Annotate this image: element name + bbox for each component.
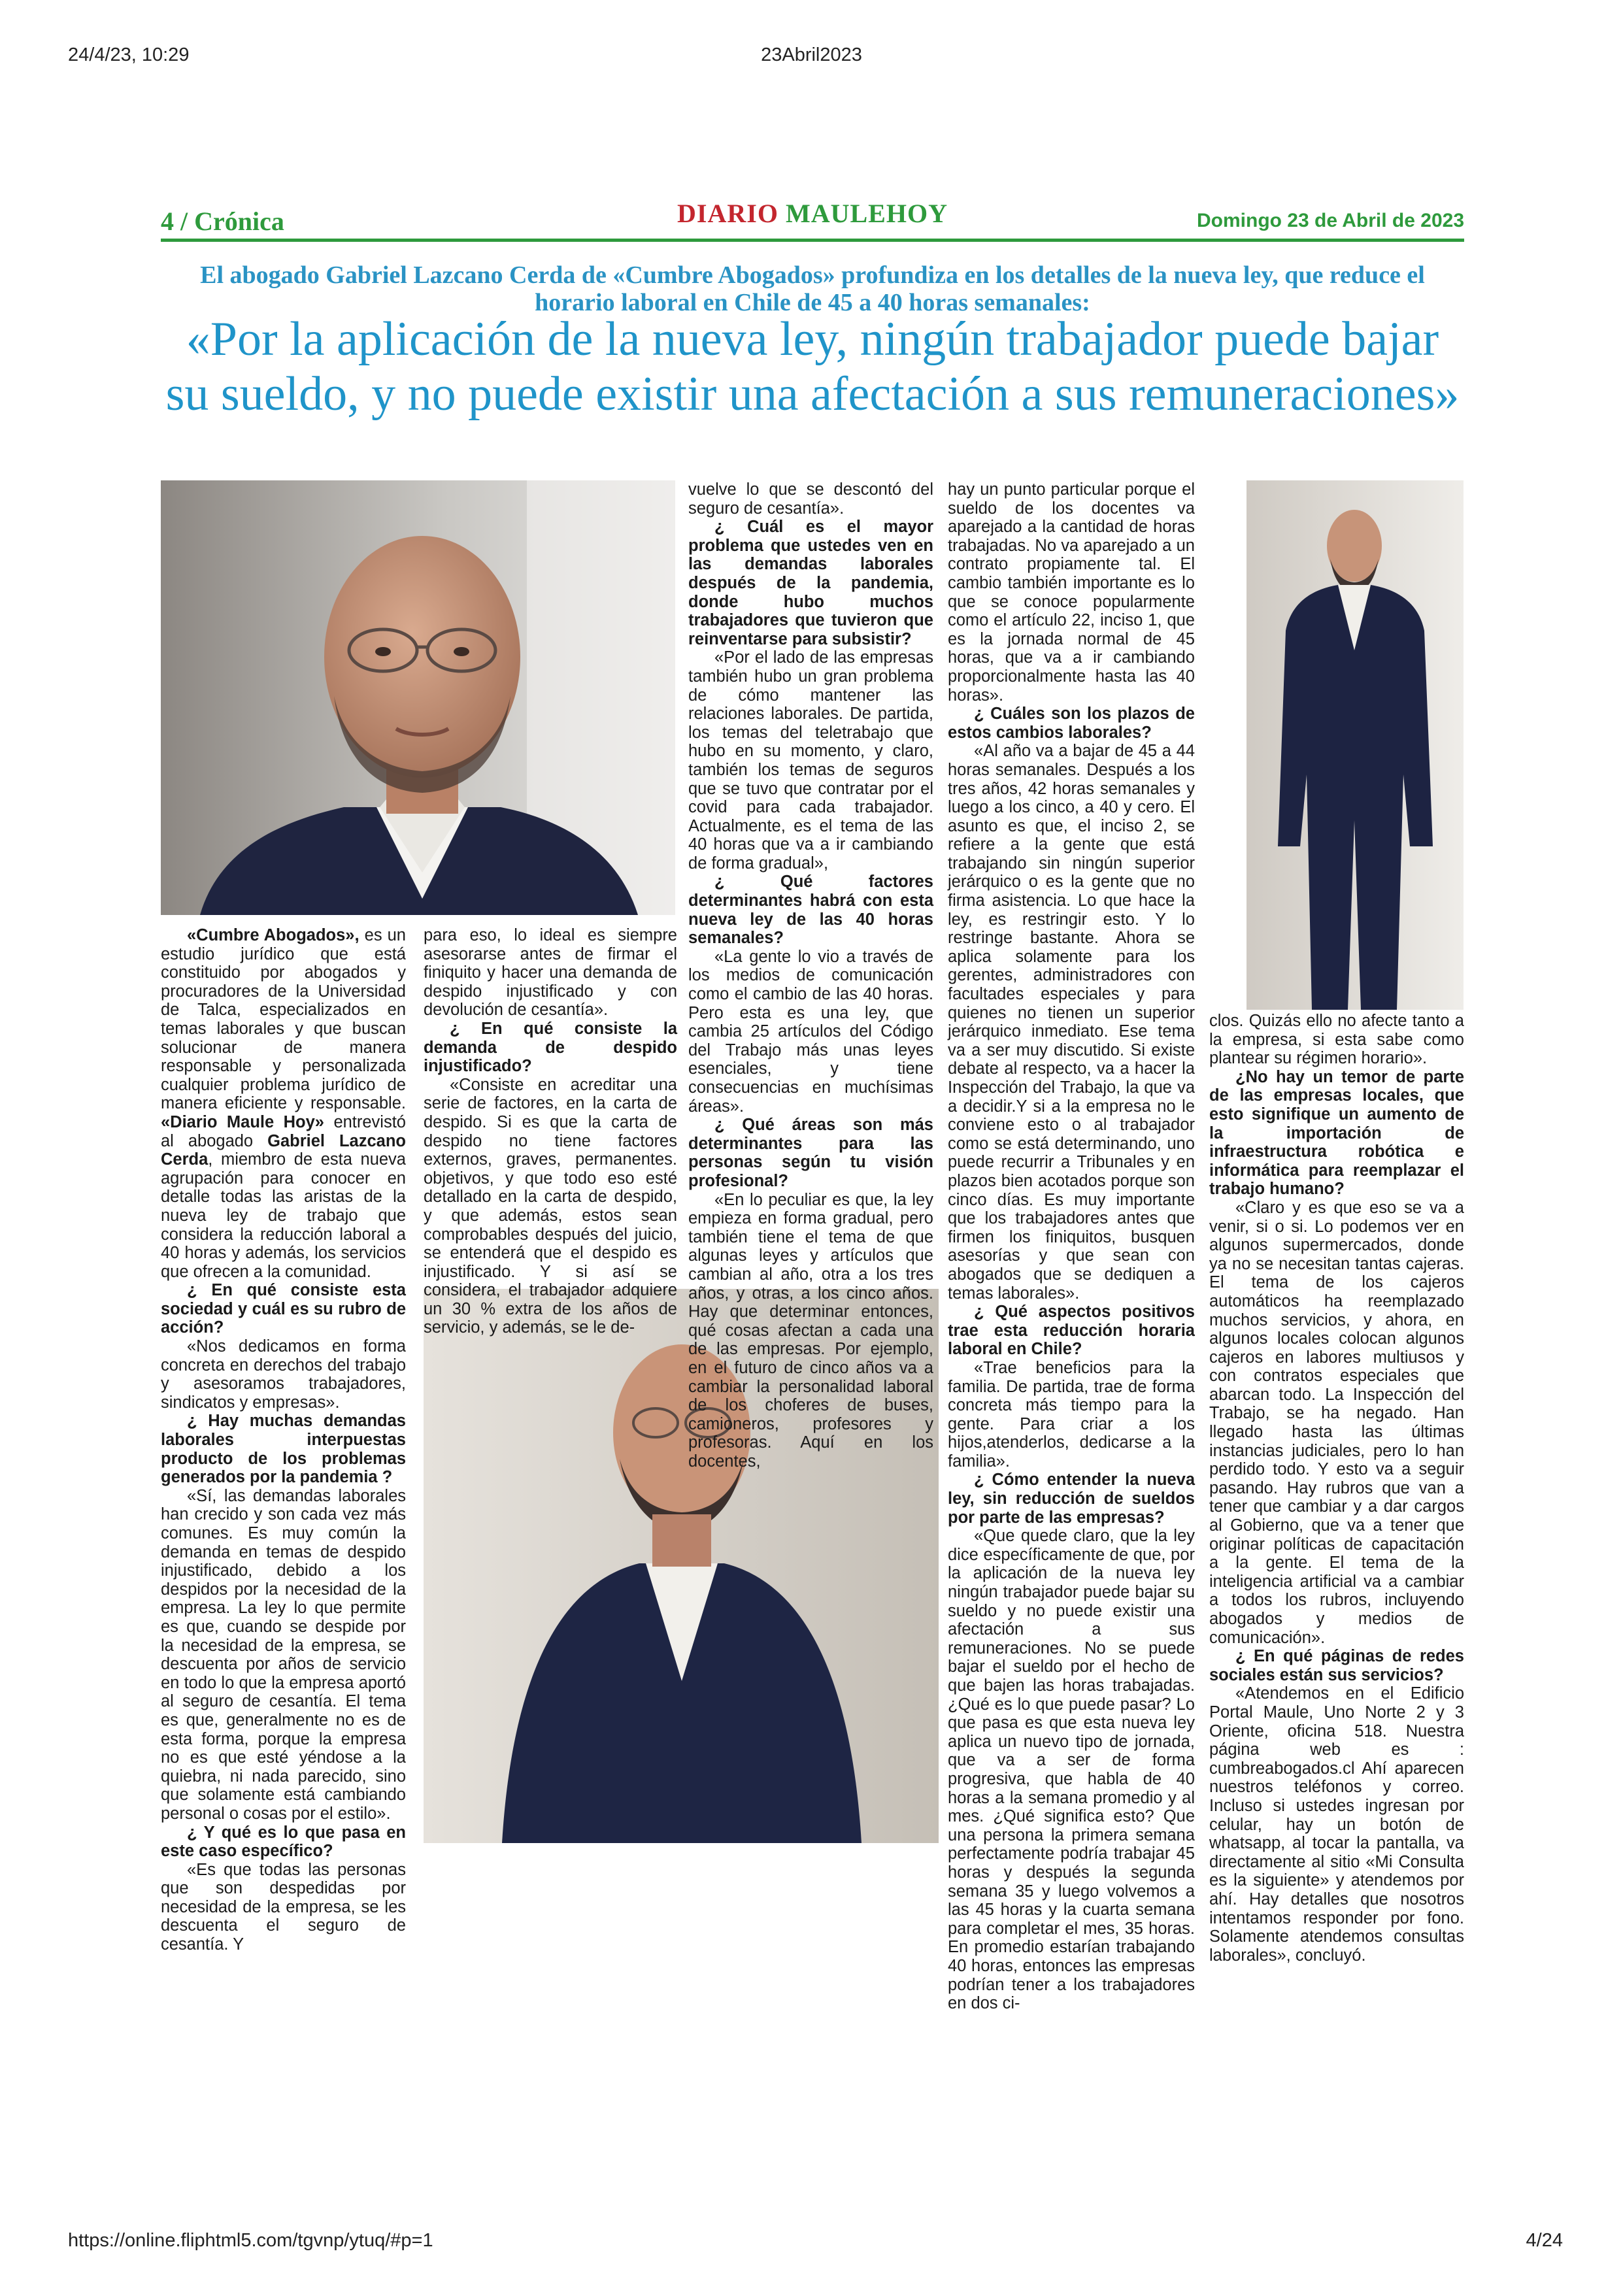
interview-question: ¿ Qué factores determinantes habrá con esta nueva ley de las 40 horas semanales? — [688, 873, 933, 948]
interview-answer: «En lo peculiar es que, la ley empieza en forma gradual, pero también tiene el tema de que algunas leyes y artículos que cambian al año, otra a los tres años, y otras, a los cinco años. Hay que determinar entonces, qué cosas afectan a cada una de las empresas. Por ejemplo, en el futuro de cinco años va a cambiar la personalidad laboral de los choferes de buses, camioneros, profesores y profesoras. Aquí en los docentes, — [688, 1190, 933, 1471]
print-url: https://online.fliphtml5.com/tgvnp/ytuq/#p=1 — [68, 2230, 433, 2251]
interview-answer-continued: clos. Quizás ello no afecte tanto a la empresa, si esta sabe como plantear su régimen horario». — [1209, 1012, 1464, 1068]
article-kicker: El abogado Gabriel Lazcano Cerda de «Cumbre Abogados» profundiza en los detalles de la nueva ley, que reduce el horario laboral en Chile de 45 a 40 horas semanales: — [200, 261, 1425, 316]
interview-answer: «Claro y es que eso se va a venir, si o si. Lo podemos ver en algunos supermercados, donde ya no se necesitan tantas cajeras. El tema de los cajeros automáticos ha reemplazado muchos servicios, y ahora, en algunos locales colocan algunos cajeros en labores multiusos y con contratos especiales que abarcan todo. La Inspección del Trabajo, se ha negado. Han llegado hasta las últimas instancias judiciales, pero lo han perdido todo. Y esto va a seguir pasando. Hay rubros que van a tener que cambiar y a dar cargos al Gobierno, que va a tener que originar políticas de capacitación a la gente. El tema de la inteligencia artificial va a cambiar a todos los rubros, incluyendo abogados y medios de comunicación». — [1209, 1198, 1464, 1647]
interview-question: ¿ En qué páginas de redes sociales están sus servicios? — [1209, 1647, 1464, 1684]
interview-question: ¿ Hay muchas demandas laborales interpuestas producto de los problemas generados por la pandemia ? — [161, 1412, 406, 1487]
interview-question: ¿ Cómo entender la nueva ley, sin reducción de sueldos por parte de las empresas? — [948, 1471, 1195, 1527]
photo-portrait-closeup — [161, 480, 675, 915]
interview-answer: «Atendemos en el Edificio Portal Maule, Uno Norte 2 y 3 Oriente, oficina 518. Nuestra página web es : cumbreabogados.cl Ahí aparecen nuestros teléfonos y correo. Incluso si ustedes ingresan por celular, hay un botón de whatsapp, al tocar la pantalla, va directamente al sitio «Mi Consulta es la siguiente» y atendemos por ahí. Hay detalles que nosotros intentamos responder por fono. Solamente atendemos consultas laborales», concluyó. — [1209, 1684, 1464, 1965]
interview-answer: «La gente lo vio a través de los medios de comunicación como el cambio de las 40 horas. Pero esta es una ley, que cambia 25 artículos del Código del Trabajo más unas leyes esenciales, y tiene consecuencias en muchísimas áreas». — [688, 947, 933, 1116]
masthead-rule — [161, 239, 1464, 242]
interview-answer-continued: hay un punto particular porque el sueldo de los docentes va aparejado a la cantidad de horas trabajadas. No va aparejado a un contrato propiamente tal. El cambio también importante es lo que se conoce popularmente como el artículo 22, inciso 1, que es la jornada normal de 45 horas, que va a ir cambiando proporcionalmente hasta las 40 horas». — [948, 480, 1195, 705]
intro-paper-name: «Diario Maule Hoy» — [161, 1112, 324, 1131]
newspaper-name-maulehoy: MAULEHOY — [785, 199, 948, 228]
interview-answer: «Nos dedicamos en forma concreta en derechos del trabajo y asesoramos trabajadores, sindicatos y empresas». — [161, 1337, 406, 1412]
masthead — [161, 199, 1464, 239]
print-document-title: 23Abril2023 — [761, 44, 862, 65]
interview-question: ¿ En qué consiste esta sociedad y cuál es su rubro de acción? — [161, 1281, 406, 1337]
intro-lawyer-name: Gabriel Lazcano Cerda — [161, 1131, 406, 1169]
interview-answer: «Por el lado de las empresas también hubo un gran problema de cómo mantener las relaciones laborales. De partida, los temas del teletrabajo que hubo en su momento, y claro, también los temas de seguros que se tuvo que contratar por el covid para cada trabajador. Actualmente, es el tema de las 40 horas que va a ir cambiando de forma gradual», — [688, 648, 933, 873]
interview-answer-continued: vuelve lo que se descontó del seguro de cesantía». — [688, 480, 933, 518]
interview-answer: «Trae beneficios para la familia. De partida, trae de forma concreta más tiempo para la gente. Para criar a los hijos,atenderlos, dedicarse a la familia». — [948, 1358, 1195, 1471]
article-headline: «Por la aplicación de la nueva ley, ningún trabajador puede bajar su sueldo, y no puede existir una afectación a sus remuneraciones» — [165, 312, 1460, 421]
interview-question: ¿ Qué aspectos positivos trae esta reducción horaria laboral en Chile? — [948, 1303, 1195, 1359]
interview-answer: «Es que todas las personas que son despedidas por necesidad de la empresa, se les descuenta el seguro de cesantía. Y — [161, 1860, 406, 1954]
intro-paragraph — [161, 926, 406, 1281]
article-column-4 — [948, 480, 1195, 2013]
print-timestamp: 24/4/23, 10:29 — [68, 44, 190, 65]
article-column-1 — [161, 926, 406, 1954]
intro-text-3: , miembro de esta nueva agrupación para conocer en detalle todas las aristas de la nueva ley de trabajo que considera la reducción laboral a 40 horas y además, los servicios que ofrecen a la comunidad. — [161, 1150, 406, 1281]
section-label: 4 / Crónica — [161, 207, 284, 236]
interview-question: ¿ Cuáles son los plazos de estos cambios laborales? — [948, 705, 1195, 742]
article-column-2 — [424, 926, 677, 1337]
interview-question: ¿ Qué áreas son más determinantes para las personas según tu visión profesional? — [688, 1116, 933, 1190]
interview-answer: «Sí, las demandas laborales han crecido y son cada vez más comunes. Es muy común la demanda en temas de despido injustificado, debido a los despidos por la necesidad de la empresa. La ley lo que permite es que, cuando se despide por la necesidad de la empresa, se descuenta por años de servicio en todo lo que la empresa aportó al seguro de cesantía. El tema es que, generalmente no es de esta forma, porque la empresa no es que esté yéndose a la quiebra, ni nada parecido, sino que solamente está cambiando personal o cosas por el estilo». — [161, 1486, 406, 1823]
intro-text-2: entrevistó al abogado — [161, 1112, 406, 1150]
article-column-5 — [1209, 1012, 1464, 1965]
photo-full-body — [1247, 480, 1464, 1010]
interview-question: ¿ Y qué es lo que pasa en este caso específico? — [161, 1823, 406, 1861]
interview-question: ¿No hay un temor de parte de las empresas locales, que esto signifique un aumento de la importación de infraestructura robótica e informática para reemplazar el trabajo humano? — [1209, 1067, 1464, 1199]
interview-question: ¿ En qué consiste la demanda de despido injustificado? — [424, 1019, 677, 1076]
article-column-3 — [688, 480, 933, 1471]
intro-text-1: es un estudio jurídico que está constituido por abogados y procuradores de la Universidad de Talca, especializados en temas laborales y que buscan solucionar de manera responsable y personalizada cualquier problema jurídico de manera eficiente y responsable. — [161, 926, 406, 1113]
interview-answer: «Consiste en acreditar una serie de factores, en la carta de despido. Si es que la carta de despido no tiene factores externos, graves, permanentes. objetivos, y que todo eso esté detallado en la carta de despido, y que además, estos sean comprobables después del juicio, se entenderá que el despido es injustificado. Y si así se considera, el trabajador adquiere un 30 % extra de los años de servicio, y además, se le de- — [424, 1075, 677, 1337]
interview-answer: «Que quede claro, que la ley dice específicamente de que, por la aplicación de la nueva ley ningún trabajador puede bajar su sueldo y no puede existir una afectación a sus remuneraciones. No se puede bajar el sueldo por el hecho de que bajen las horas trabajadas. ¿Qué es lo que puede pasar? Lo que pasa es que esta nueva ley aplica un nuevo tipo de jornada, que va a ser de forma progresiva, que habla de 40 horas a la semana promedio y al mes. ¿Qué significa esto? Que una persona la primera semana perfectamente podría trabajar 45 horas y después la segunda semana 35 y luego volvemos a las 45 horas y la cuarta semana para completar el mes, 35 horas. En promedio estarían trabajando 40 horas, entonces las empresas podrían tener a los trabajadores en dos ci- — [948, 1527, 1195, 2013]
print-page-number: 4/24 — [1526, 2230, 1563, 2251]
interview-answer-continued: para eso, lo ideal es siempre asesorarse antes de firmar el finiquito y hacer una demanda de despido injustificado y con devolución de cesantía». — [424, 926, 677, 1020]
interview-answer: «Al año va a bajar de 45 a 44 horas semanales. Después a los tres años, 42 horas semanales y luego a los cinco, a 40 y cero. El asunto es que, el inciso 2, se refiere a la gente que está trabajando sin ningún superior jerárquico o es la gente que no firma asistencia. Lo que hace la ley, es restringir esto. Y lo restringe bastante. Ahora se aplica solamente para los gerentes, administradores con facultades especiales y para quienes no tienen un superior jerárquico inmediato. Ese tema va a ser muy discutido. Si existe debate al respecto, va a hacer la Inspección del Trabajo, la que va a decidir.Y si a la empresa no le conviene esto o al trabajador como se está determinando, uno puede recurrir a Tribunales y en plazos bien acotados porque son cinco días. Es muy importante que los trabajadores antes que firmen los finiquitos, busquen asesorías y que sean con abogados que se dediquen a temas laborales». — [948, 742, 1195, 1303]
interview-question: ¿ Cuál es el mayor problema que ustedes ven en las demandas laborales después de la pandemia, donde hubo muchos trabajadores que tuvieron que reinventarse para subsistir? — [688, 518, 933, 648]
edition-date: Domingo 23 de Abril de 2023 — [1197, 210, 1464, 231]
intro-firm-name: «Cumbre Abogados», — [187, 926, 360, 944]
newspaper-name-diario: DIARIO — [677, 199, 778, 228]
